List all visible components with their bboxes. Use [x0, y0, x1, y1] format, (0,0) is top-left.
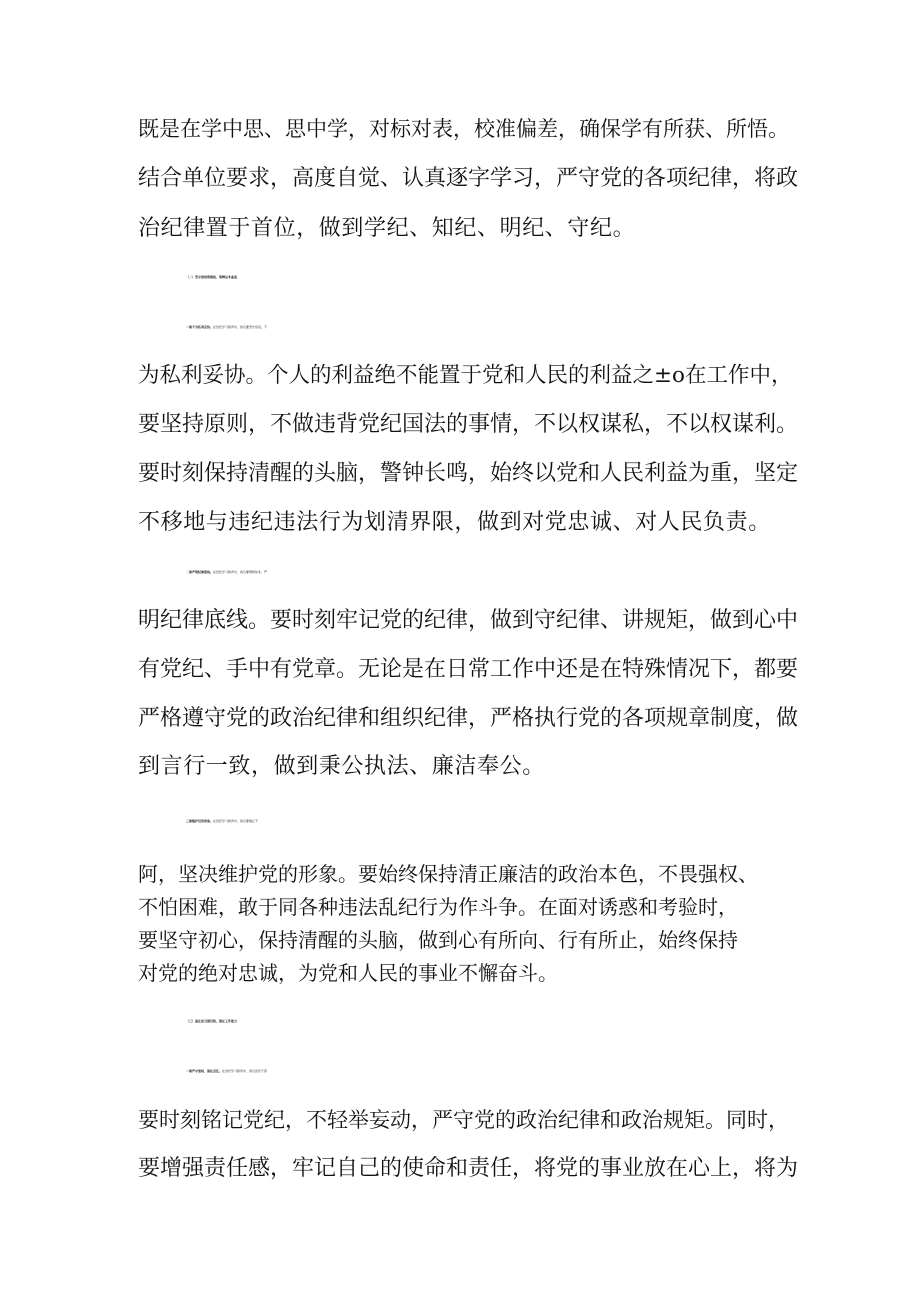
paragraph-line: 阿，坚决维护党的形象。要始终保持清正廉洁的政治本色，不畏强权、 — [138, 862, 758, 886]
paragraph-line: 既是在学中思、思中学，对标对表，校准偏差，确保学有所获、所悟。 — [138, 117, 789, 141]
paragraph-line: 有党纪、手中有党章。无论是在日常工作中还是在特殊情况下，都要 — [138, 657, 799, 682]
paragraph-line: 对党的绝对忠诚，为党和人民的事业不懈奋斗。 — [138, 961, 558, 985]
section-heading: （二）坚守底线明规矩，明辨是非曲直 — [186, 275, 238, 279]
paragraph-first-line — [186, 557, 836, 587]
paragraph-line: 要增强责任感，牢记自己的使命和责任，将党的事业放在心上，将为 — [138, 1156, 799, 1181]
paragraph-line: 治纪律置于首位，做到学纪、知纪、明纪、守纪。 — [138, 216, 636, 241]
paragraph-lead: 一要严守底线、强化责任。 — [186, 1069, 223, 1073]
paragraph-text: 在党纪学习教育中，我们要坚守底线，不 — [213, 325, 268, 329]
paragraph-text: 在党纪学习教育中，我们党员干部 — [222, 1069, 268, 1073]
paragraph-text: 在党纪学习教育中，我们要刚正不 — [213, 819, 259, 823]
paragraph-first-line — [186, 806, 836, 836]
paragraph-lead: 二要严明纪律底线。 — [186, 570, 214, 574]
paragraph-line: 结合单位要求，高度自觉、认真逐字学习，严守党的各项纪律，将政 — [138, 166, 799, 191]
paragraph-line: 不怕困难，敢于同各种违法乱纪行为作斗争。在面对诱惑和考验时， — [138, 895, 738, 919]
paragraph-line: 明纪律底线。要时刻牢记党的纪律，做到守纪律、讲规矩，做到心中 — [138, 608, 799, 633]
paragraph-line: 严格遵守党的政治纪律和组织纪律，严格执行党的各项规章制度，做 — [138, 706, 799, 731]
paragraph-line: 到言行一致，做到秉公执法、廉洁奉公。 — [138, 754, 545, 779]
paragraph-first-line — [186, 1056, 836, 1086]
paragraph-text: 在党纪学习教育中，我们要明辨是非，严 — [213, 570, 268, 574]
section-heading: （三）重在担当强党性，强在工作能力 — [186, 1019, 238, 1023]
paragraph-line: 不移地与违纪违法行为划清界限，做到对党忠诚、对人民负责。 — [138, 510, 771, 535]
paragraph-line: 要时刻铭记党纪，不轻举妄动，严守党的政治纪律和政治规矩。同时， — [138, 1108, 789, 1132]
paragraph-lead: 三要维护党的形象。 — [186, 819, 214, 823]
paragraph-lead: 一要不为私利妥协。 — [186, 325, 214, 329]
paragraph-first-line — [186, 312, 836, 342]
paragraph-line: 要时刻保持清醒的头脑，警钟长鸣，始终以党和人民利益为重，坚定 — [138, 461, 799, 486]
paragraph-line: 要坚持原则，不做违背党纪国法的事情，不以权谋私，不以权谋利。 — [138, 412, 799, 437]
paragraph-line: 要坚守初心，保持清醒的头脑，做到心有所向、行有所止，始终保持 — [138, 928, 738, 952]
paragraph-line: 为私利妥协。个人的利益绝不能置于党和人民的利益之±o在工作中， — [138, 363, 793, 388]
